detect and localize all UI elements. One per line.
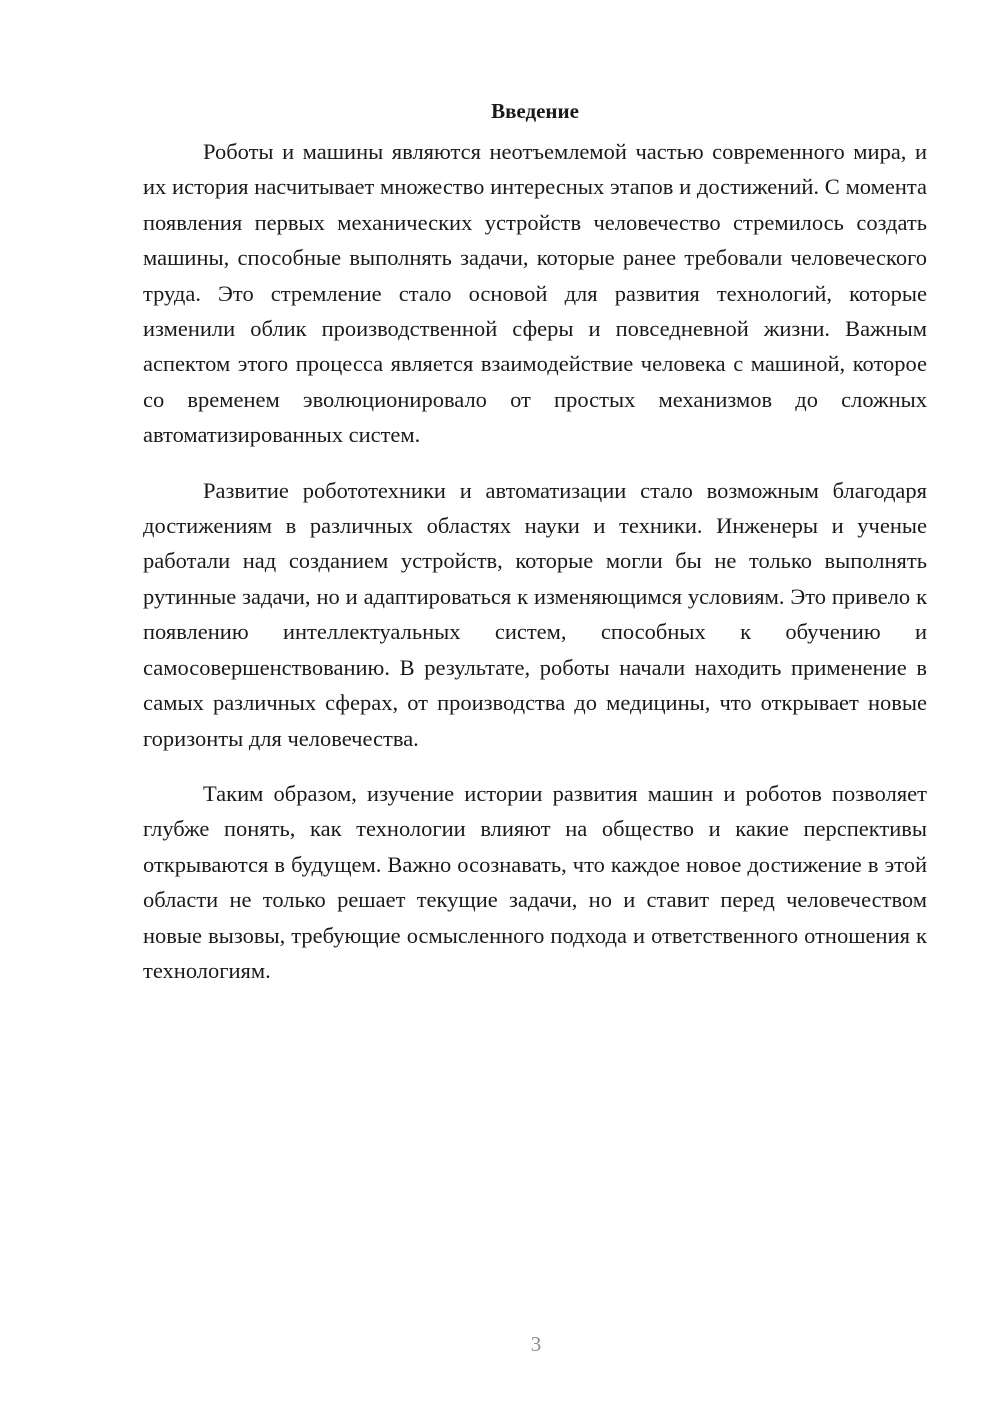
page-content (143, 90, 927, 988)
paragraph-1: Роботы и машины являются неотъемлемой частью современного мира, и их история насчитывает множество интересных этапов и достижений. С момента появления первых механических устройств человечество стремилось создать машины, способные выполнять задачи, которые ранее требовали человеческого труда. Это стремление стало основой для развития технологий, которые изменили облик производственной сферы и повседневной жизни. Важным аспектом этого процесса является взаимодействие человека с машиной, которое со временем эволюционировало от простых механизмов до сложных автоматизированных систем. (143, 139, 927, 448)
paragraph-3: Таким образом, изучение истории развития машин и роботов позволяет глубже понять, как технологии влияют на общество и какие перспективы открываются в будущем. Важно осознавать, что каждое новое достижение в этой области не только решает текущие задачи, но и ставит перед человечеством новые вызовы, требующие осмысленного подхода и ответственного отношения к технологиям. (143, 780, 927, 983)
page-number: 3 (530, 1332, 542, 1356)
paragraph-2: Развитие робототехники и автоматизации стало возможным благодаря достижениям в различных областях науки и техники. Инженеры и ученые работали над созданием устройств, которые могли бы не только выполнять рутинные задачи, но и адаптироваться к изменяющимся условиям. Это привело к появлению интеллектуальных систем, способных к обучению и самосовершенствованию. В результате, роботы начали находить применение в самых различных сферах, от производства до медицины, что открывает новые горизонты для человечества. (143, 477, 927, 751)
section-heading: Введение (491, 99, 579, 123)
